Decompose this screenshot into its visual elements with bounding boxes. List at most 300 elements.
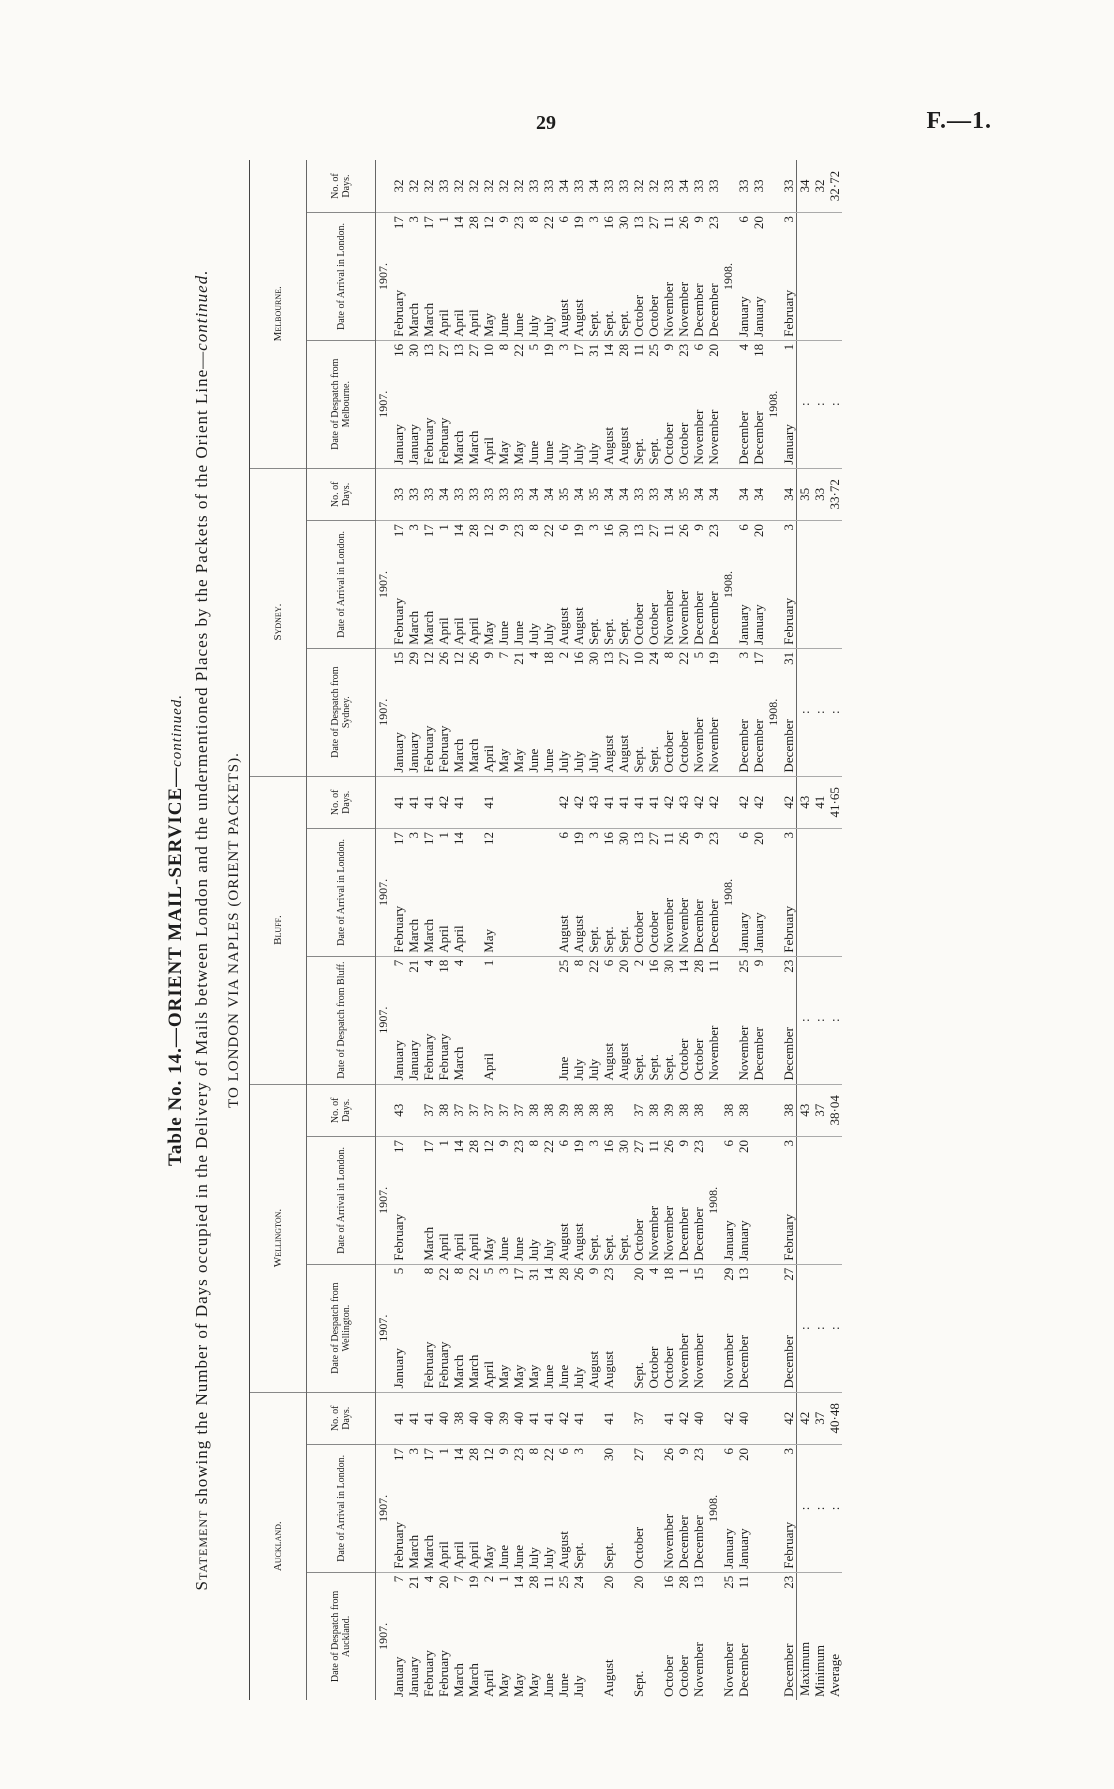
day-number: 1 bbox=[436, 832, 451, 839]
table-cell: 41 bbox=[481, 776, 496, 828]
day-number: 8 bbox=[421, 1267, 436, 1275]
summary-spacer bbox=[827, 521, 842, 649]
day-number: 22 bbox=[511, 343, 526, 357]
table-cell bbox=[751, 1392, 766, 1444]
month-text: April bbox=[451, 1233, 466, 1261]
table-cell: 43 bbox=[676, 776, 691, 828]
day-number: 15 bbox=[391, 651, 406, 665]
month-text: Sept. bbox=[616, 310, 631, 337]
table-cell bbox=[466, 521, 481, 649]
month-text: July bbox=[586, 1058, 601, 1081]
day-number: 8 bbox=[451, 1267, 466, 1275]
table-cell: 41 bbox=[631, 776, 646, 828]
day-number: 26 bbox=[661, 1140, 676, 1154]
month-text: April bbox=[436, 1541, 451, 1569]
table-cell bbox=[391, 213, 406, 341]
table-cell: 41 bbox=[406, 776, 421, 828]
day-number: 5 bbox=[526, 343, 541, 351]
table-cell: 1907. bbox=[376, 1445, 392, 1573]
table-cell bbox=[706, 1392, 721, 1444]
day-number: 30 bbox=[616, 832, 631, 846]
col-header: Date of Despatch from Auckland. bbox=[307, 1572, 376, 1700]
table-cell bbox=[556, 521, 571, 649]
table-cell bbox=[511, 213, 526, 341]
table-cell bbox=[556, 1572, 571, 1700]
table-row bbox=[421, 160, 436, 1700]
table-cell bbox=[781, 829, 797, 957]
table-row bbox=[496, 160, 511, 1700]
table-cell bbox=[661, 956, 676, 1084]
table-cell: 42 bbox=[436, 776, 451, 828]
month-text: Sept. bbox=[586, 310, 601, 337]
table-cell bbox=[571, 1572, 586, 1700]
table-cell: 33 bbox=[646, 468, 661, 520]
table-cell bbox=[631, 521, 646, 649]
table-cell bbox=[541, 956, 556, 1084]
summary-value: 42 bbox=[797, 1392, 813, 1444]
table-cell: 38 bbox=[451, 1392, 466, 1444]
table-cell bbox=[661, 1137, 676, 1265]
month-text: October bbox=[631, 602, 646, 645]
table-cell bbox=[706, 213, 721, 341]
day-number: 25 bbox=[721, 1575, 736, 1589]
day-number: 9 bbox=[676, 1448, 691, 1455]
month-text: February bbox=[436, 1341, 451, 1389]
day-number: 29 bbox=[406, 651, 421, 665]
table-cell: 42 bbox=[781, 776, 797, 828]
month-text: October bbox=[661, 422, 676, 465]
month-text: Sept. bbox=[646, 746, 661, 773]
table-cell: 35 bbox=[586, 468, 601, 520]
month-text: January bbox=[736, 604, 751, 645]
col-header: No. of Days. bbox=[307, 776, 376, 828]
day-number: 3 bbox=[586, 1140, 601, 1147]
day-number: 8 bbox=[526, 216, 541, 223]
day-number: 17 bbox=[391, 1140, 406, 1154]
month-text: Sept. bbox=[631, 1054, 646, 1081]
table-row bbox=[556, 160, 571, 1700]
summary-value: 37 bbox=[812, 1084, 827, 1136]
table-cell bbox=[661, 213, 676, 341]
day-number: 27 bbox=[646, 832, 661, 846]
summary-spacer bbox=[827, 1137, 842, 1265]
day-number: 6 bbox=[736, 832, 751, 839]
day-number: 30 bbox=[661, 959, 676, 973]
table-row bbox=[631, 160, 646, 1700]
table-cell bbox=[721, 776, 736, 828]
table-cell bbox=[766, 213, 781, 341]
summary-spacer: : bbox=[827, 340, 842, 468]
table-cell: 33 bbox=[661, 160, 676, 213]
day-number: 22 bbox=[541, 1140, 556, 1154]
day-number: 4 bbox=[421, 1575, 436, 1583]
table-cell: 1907. bbox=[376, 213, 392, 341]
table-cell: 1907. bbox=[376, 521, 392, 649]
table-cell: 34 bbox=[526, 468, 541, 520]
table-cell bbox=[766, 1137, 781, 1265]
table-cell bbox=[751, 1445, 766, 1573]
table-cell bbox=[541, 340, 556, 468]
table-cell bbox=[466, 956, 481, 1084]
table-cell bbox=[496, 956, 511, 1084]
month-text: January bbox=[391, 1656, 406, 1697]
table-cell bbox=[541, 1445, 556, 1573]
day-number: 1 bbox=[436, 1448, 451, 1455]
month-text: February bbox=[391, 597, 406, 645]
month-text: January bbox=[721, 1220, 736, 1261]
month-text: December bbox=[736, 411, 751, 465]
month-text: January bbox=[406, 424, 421, 465]
day-number: 3 bbox=[406, 832, 421, 839]
table-cell bbox=[676, 521, 691, 649]
month-text: July bbox=[526, 1547, 541, 1569]
table-cell bbox=[601, 1264, 616, 1392]
month-text: December bbox=[751, 411, 766, 465]
month-text: February bbox=[781, 905, 796, 953]
table-cell bbox=[736, 1572, 751, 1700]
table-cell bbox=[781, 1137, 797, 1265]
month-text: February bbox=[391, 1521, 406, 1569]
table-cell bbox=[691, 340, 706, 468]
table-cell bbox=[706, 829, 721, 957]
day-number: 3 bbox=[781, 524, 796, 531]
table-cell: 42 bbox=[556, 776, 571, 828]
month-text: May bbox=[511, 440, 526, 465]
table-row bbox=[526, 160, 541, 1700]
day-number: 8 bbox=[526, 524, 541, 531]
month-text: July bbox=[556, 750, 571, 773]
table-cell: 37 bbox=[421, 1084, 436, 1136]
day-number: 6 bbox=[736, 524, 751, 531]
table-cell bbox=[661, 521, 676, 649]
table-cell: 38 bbox=[601, 1084, 616, 1136]
table-cell bbox=[436, 213, 451, 341]
table-cell bbox=[526, 213, 541, 341]
day-number: 28 bbox=[676, 1575, 691, 1589]
table-cell bbox=[676, 829, 691, 957]
table-cell bbox=[781, 1445, 797, 1573]
day-number: 14 bbox=[451, 832, 466, 846]
group-melbourne: Melbourne. bbox=[250, 160, 307, 468]
table-cell bbox=[466, 776, 481, 828]
table-cell bbox=[406, 829, 421, 957]
table-cell bbox=[601, 1137, 616, 1265]
day-number: 23 bbox=[511, 216, 526, 230]
table-title-text: Table No. 14.—ORIENT MAIL-SERVICE— bbox=[165, 766, 186, 1167]
table-cell: 38 bbox=[676, 1084, 691, 1136]
day-number: 20 bbox=[631, 1575, 646, 1589]
table-cell bbox=[586, 1572, 601, 1700]
day-number: 9 bbox=[676, 1140, 691, 1147]
month-text: August bbox=[556, 915, 571, 953]
table-cell bbox=[721, 340, 736, 468]
day-number: 25 bbox=[736, 959, 751, 973]
table-cell bbox=[766, 1084, 781, 1136]
month-text: December bbox=[706, 899, 721, 953]
table-cell bbox=[736, 829, 751, 957]
table-cell: 33 bbox=[451, 468, 466, 520]
table-cell bbox=[586, 829, 601, 957]
table-cell bbox=[406, 1572, 421, 1700]
table-cell bbox=[541, 213, 556, 341]
table-cell: 42 bbox=[781, 1392, 797, 1444]
summary-value: 40·48 bbox=[827, 1392, 842, 1444]
table-title bbox=[165, 160, 191, 1700]
month-text: January bbox=[736, 296, 751, 337]
table-cell: 41 bbox=[661, 1392, 676, 1444]
table-cell bbox=[646, 1264, 661, 1392]
day-number: 26 bbox=[466, 651, 481, 665]
table-cell bbox=[421, 340, 436, 468]
day-number: 28 bbox=[466, 524, 481, 538]
table-cell bbox=[481, 1572, 496, 1700]
month-text: March bbox=[406, 918, 421, 953]
day-number: 26 bbox=[571, 1267, 586, 1281]
table-cell bbox=[436, 648, 451, 776]
table-cell bbox=[721, 468, 736, 520]
table-cell bbox=[616, 213, 631, 341]
month-text: December bbox=[691, 899, 706, 953]
table-cell bbox=[781, 648, 797, 776]
month-text: August bbox=[556, 607, 571, 645]
table-cell bbox=[736, 956, 751, 1084]
table-cell bbox=[496, 213, 511, 341]
table-cell bbox=[481, 956, 496, 1084]
day-number: 15 bbox=[691, 1267, 706, 1281]
rotated-table-page bbox=[165, 160, 985, 1700]
day-number: 27 bbox=[616, 651, 631, 665]
table-cell: 37 bbox=[496, 1084, 511, 1136]
summary-spacer: : bbox=[812, 1445, 827, 1573]
day-number: 9 bbox=[496, 1140, 511, 1147]
table-cell bbox=[646, 1445, 661, 1573]
month-text: December bbox=[751, 1027, 766, 1081]
day-number: 6 bbox=[736, 216, 751, 223]
month-text: June bbox=[496, 620, 511, 645]
table-cell bbox=[481, 648, 496, 776]
day-number: 13 bbox=[736, 1267, 751, 1281]
table-cell bbox=[661, 1264, 676, 1392]
month-text: March bbox=[451, 1663, 466, 1697]
table-cell bbox=[631, 1445, 646, 1573]
table-cell: 41 bbox=[526, 1392, 541, 1444]
summary-value: 41 bbox=[812, 776, 827, 828]
table-title-suffix: continued. bbox=[169, 693, 185, 767]
table-caption bbox=[191, 160, 212, 1700]
table-cell: 35 bbox=[676, 468, 691, 520]
table-cell bbox=[376, 776, 392, 828]
table-cell bbox=[481, 1264, 496, 1392]
table-cell: 34 bbox=[661, 468, 676, 520]
table-row bbox=[676, 160, 691, 1700]
table-cell bbox=[511, 956, 526, 1084]
month-text: Sept. bbox=[646, 1054, 661, 1081]
table-cell: 32 bbox=[631, 160, 646, 213]
day-number: 3 bbox=[406, 524, 421, 531]
table-cell bbox=[691, 829, 706, 957]
day-number: 4 bbox=[421, 959, 436, 967]
table-cell bbox=[706, 1084, 721, 1136]
table-cell bbox=[721, 1572, 736, 1700]
table-cell: 37 bbox=[481, 1084, 496, 1136]
table-cell bbox=[571, 829, 586, 957]
summary-spacer: : bbox=[827, 1445, 842, 1573]
table-cell bbox=[676, 648, 691, 776]
group-auckland: Auckland. bbox=[250, 1392, 307, 1700]
table-cell bbox=[391, 829, 406, 957]
table-cell bbox=[526, 648, 541, 776]
table-cell bbox=[736, 340, 751, 468]
month-text: October bbox=[676, 1655, 691, 1697]
day-number: 14 bbox=[511, 1575, 526, 1589]
table-cell bbox=[691, 521, 706, 649]
day-number: 16 bbox=[571, 651, 586, 665]
day-number: 9 bbox=[496, 216, 511, 223]
table-cell bbox=[781, 1572, 797, 1700]
table-cell: 39 bbox=[661, 1084, 676, 1136]
table-cell bbox=[616, 829, 631, 957]
month-text: April bbox=[436, 309, 451, 337]
table-cell bbox=[616, 1137, 631, 1265]
day-number: 20 bbox=[736, 1448, 751, 1461]
month-text: November bbox=[676, 281, 691, 337]
day-number: 16 bbox=[391, 343, 406, 357]
table-cell bbox=[661, 340, 676, 468]
day-number: 6 bbox=[601, 959, 616, 967]
summary-body bbox=[797, 160, 843, 1700]
table-cell bbox=[766, 776, 781, 828]
day-number: 12 bbox=[481, 1448, 496, 1461]
summary-spacer bbox=[812, 1137, 827, 1265]
table-cell: 33 bbox=[436, 160, 451, 213]
day-number: 6 bbox=[556, 1140, 571, 1147]
table-cell bbox=[556, 829, 571, 957]
table-cell: 41 bbox=[451, 776, 466, 828]
table-cell bbox=[496, 1445, 511, 1573]
day-number: 14 bbox=[451, 524, 466, 538]
month-text: November bbox=[736, 1025, 751, 1081]
table-cell bbox=[706, 648, 721, 776]
day-number: 13 bbox=[421, 343, 436, 357]
day-number: 8 bbox=[526, 1448, 541, 1455]
section-title: TO LONDON VIA NAPLES (ORIENT PACKETS). bbox=[226, 752, 242, 1108]
summary-value: 41·65 bbox=[827, 776, 842, 828]
table-cell bbox=[496, 521, 511, 649]
summary-value: 43 bbox=[797, 776, 813, 828]
month-text: Sept. bbox=[646, 438, 661, 465]
month-text: July bbox=[571, 442, 586, 465]
month-text: November bbox=[721, 1642, 736, 1697]
table-cell bbox=[541, 1137, 556, 1265]
group-sydney: Sydney. bbox=[250, 468, 307, 776]
table-cell: 33 bbox=[631, 468, 646, 520]
day-number: 13 bbox=[631, 832, 646, 846]
day-number: 5 bbox=[691, 651, 706, 659]
col-header: Date of Arrival in London. bbox=[307, 213, 376, 341]
page-code: F.—1. bbox=[926, 108, 992, 134]
month-text: January bbox=[721, 1528, 736, 1569]
summary-spacer: : bbox=[797, 1445, 813, 1573]
table-cell bbox=[646, 648, 661, 776]
table-cell: 1908. bbox=[721, 213, 736, 341]
col-header: Date of Despatch from Bluff. bbox=[307, 956, 376, 1084]
table-cell bbox=[631, 213, 646, 341]
day-number: 28 bbox=[466, 216, 481, 230]
day-number: 6 bbox=[556, 1448, 571, 1455]
day-number: 31 bbox=[781, 651, 796, 665]
table-cell bbox=[436, 1572, 451, 1700]
table-cell: 32 bbox=[481, 160, 496, 213]
day-number: 19 bbox=[706, 651, 721, 665]
month-text: Sept. bbox=[601, 1542, 616, 1569]
day-number: 22 bbox=[541, 524, 556, 538]
month-text: February bbox=[421, 417, 436, 465]
month-text: March bbox=[421, 302, 436, 337]
day-number: 27 bbox=[631, 1448, 646, 1461]
day-number: 23 bbox=[706, 832, 721, 846]
day-number: 17 bbox=[751, 651, 766, 665]
table-cell: 34 bbox=[556, 160, 571, 213]
month-text: November bbox=[661, 589, 676, 645]
table-cell bbox=[511, 1445, 526, 1573]
table-cell bbox=[721, 1137, 736, 1265]
table-cell bbox=[661, 648, 676, 776]
day-number: 14 bbox=[451, 1448, 466, 1461]
table-cell: 41 bbox=[406, 1392, 421, 1444]
table-cell bbox=[451, 521, 466, 649]
table-cell bbox=[751, 829, 766, 957]
table-cell bbox=[541, 521, 556, 649]
table-cell bbox=[556, 213, 571, 341]
month-text: Sept. bbox=[601, 618, 616, 645]
summary-spacer bbox=[827, 829, 842, 957]
month-text: August bbox=[571, 607, 586, 645]
month-text: October bbox=[676, 1038, 691, 1081]
table-cell: 42 bbox=[661, 776, 676, 828]
table-cell bbox=[511, 1137, 526, 1265]
table-cell bbox=[406, 1084, 421, 1136]
summary-spacer bbox=[812, 829, 827, 957]
day-number: 22 bbox=[541, 1448, 556, 1461]
table-cell bbox=[541, 1264, 556, 1392]
table-row bbox=[481, 160, 496, 1700]
day-number: 1 bbox=[781, 343, 796, 351]
table-cell: 37 bbox=[466, 1084, 481, 1136]
month-text: April bbox=[436, 1233, 451, 1261]
table-cell bbox=[676, 1572, 691, 1700]
month-text: November bbox=[661, 1513, 676, 1569]
month-text: January bbox=[391, 1348, 406, 1389]
table-row bbox=[661, 160, 676, 1700]
day-number: 7 bbox=[496, 651, 511, 659]
month-text: November bbox=[661, 1205, 676, 1261]
table-cell bbox=[676, 1264, 691, 1392]
summary-value: 33 bbox=[812, 468, 827, 520]
table-cell bbox=[646, 340, 661, 468]
month-text: May bbox=[481, 620, 496, 645]
day-number: 20 bbox=[736, 1140, 751, 1154]
month-text: December bbox=[781, 719, 796, 773]
day-number: 17 bbox=[391, 216, 406, 230]
table-cell bbox=[631, 340, 646, 468]
month-text: April bbox=[466, 1541, 481, 1569]
month-text: March bbox=[406, 610, 421, 645]
month-text: April bbox=[436, 925, 451, 953]
month-text: June bbox=[541, 748, 556, 773]
month-text: June bbox=[496, 313, 511, 337]
day-number: 3 bbox=[586, 216, 601, 223]
summary-spacer: : bbox=[812, 340, 827, 468]
